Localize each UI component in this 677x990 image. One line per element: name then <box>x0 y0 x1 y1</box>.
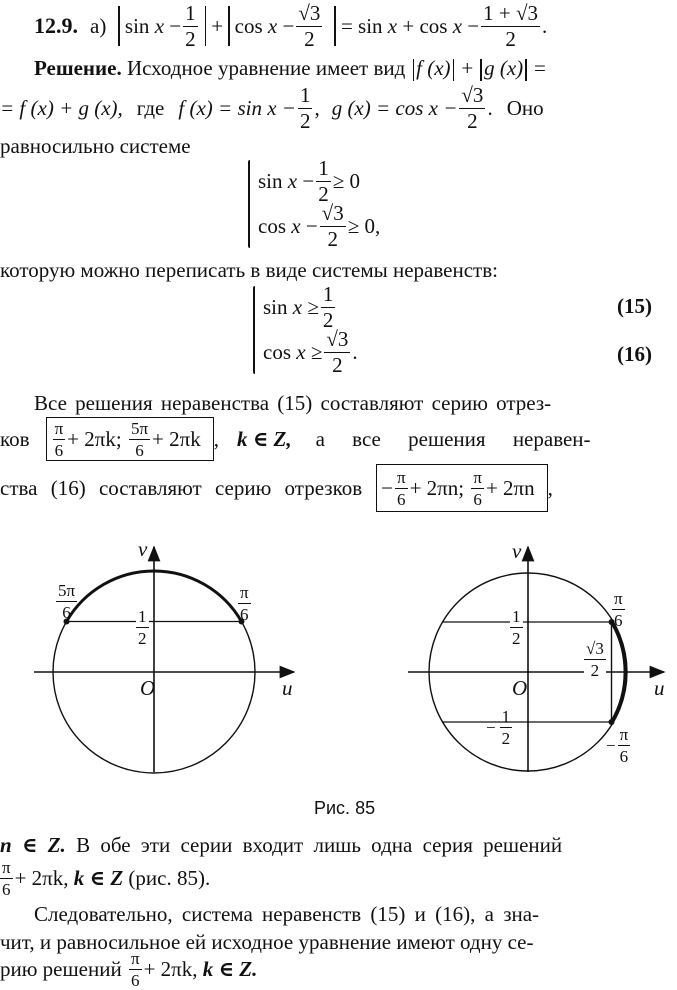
k-in-z: k ∈ Z <box>73 866 124 890</box>
comma: , <box>314 95 320 120</box>
problem-statement <box>34 0 548 51</box>
n-in-z: n ∈ Z. <box>0 833 66 857</box>
comma: , <box>547 475 553 500</box>
period: . <box>352 339 358 364</box>
var-x: x <box>452 13 463 38</box>
axis-label-u: u <box>654 676 665 700</box>
origin-label: O <box>512 676 528 700</box>
op-geq: ≥ <box>310 339 323 364</box>
label-one-half: $\frac{1}{2}$ <box>138 607 147 648</box>
term-2pin: + 2πn; <box>409 475 465 500</box>
system2-row1 <box>263 281 337 332</box>
op-eq: = <box>533 56 546 80</box>
sin-fn: sin <box>358 13 383 38</box>
problem-number: 12.9. <box>34 13 78 38</box>
system-brace <box>253 286 255 374</box>
interval-close-bracket <box>539 464 548 512</box>
para4-line1: Следовательно, система неравенств (15) и (16), а зна- <box>34 902 540 926</box>
g-definition: g (x) = cos x − <box>331 95 458 120</box>
abs-bar <box>205 6 207 46</box>
var-x: x <box>267 13 278 38</box>
solution-text: Исходное уравнение имеет вид <box>126 56 406 80</box>
sin-fn: sin <box>263 294 288 319</box>
cos-fn: cos <box>258 213 286 238</box>
system2-row2 <box>263 326 358 377</box>
fraction-one-half: $\frac{1}{2}$ <box>185 0 196 51</box>
var-x: x <box>292 294 303 319</box>
word-where: где <box>136 95 165 120</box>
para3-line1 <box>0 832 562 858</box>
op-geq: ≥ <box>307 294 319 319</box>
term-2pik: + 2πk <box>152 426 201 451</box>
interval-open-bracket <box>46 417 205 461</box>
op-minus: − <box>302 168 315 193</box>
figure-reference: (рис. 85). <box>128 865 211 890</box>
term-2pin: + 2πn <box>485 475 535 500</box>
abs-bar <box>525 59 527 81</box>
label-pi-6: $\frac{\pi}{6}$ <box>240 583 249 624</box>
sin-fn: sin <box>258 168 283 193</box>
axis-label-v: v <box>512 539 522 563</box>
op-plus: + <box>211 13 224 38</box>
para2-line3-text: ства (16) составляют серию отрезков <box>0 475 363 500</box>
cos-fn: cos <box>419 13 448 38</box>
term-2pik: + 2πk, <box>14 865 69 890</box>
fraction-one-half: $\frac{1}{2}$ <box>299 82 311 133</box>
var-x: x <box>296 339 306 364</box>
solution-heading: Решение. <box>34 56 122 80</box>
label-minus-one-half <box>486 708 514 747</box>
var-x: x <box>387 13 398 38</box>
fraction-sqrt3-half: $\frac{√3}{2}$ <box>461 82 484 133</box>
fraction-one-plus-sqrt3-half: $\frac{1 + √3}{2}$ <box>483 0 539 51</box>
fraction-pi-6: $\frac{\pi}{6}$ <box>54 418 64 460</box>
solution-line-4: которую можно переписать в виде системы неравенств: <box>0 258 498 282</box>
fraction-pi-6: $\frac{\pi}{6}$ <box>396 467 406 509</box>
term-2pik: + 2πk; <box>67 426 122 451</box>
solution-line-2 <box>0 82 544 133</box>
fraction-5pi-6: $\frac{5\pi}{6}$ <box>130 418 149 460</box>
f-definition: f (x) = sin x − <box>178 95 296 120</box>
abs-bar <box>334 6 336 46</box>
k-in-z: k ∈ Z. <box>202 957 258 981</box>
op-minus: − <box>282 13 295 38</box>
comma: , <box>213 426 219 451</box>
para2-line2-end: а все решения неравен- <box>315 426 591 451</box>
para3-line2 <box>0 856 210 900</box>
period: . <box>487 95 493 120</box>
fraction-sqrt3-half: $\frac{√3}{2}$ <box>298 0 321 51</box>
f-of-x: f (x) <box>416 56 451 80</box>
term-2pik: + 2πk, <box>143 956 198 981</box>
fg-sum: = f (x) + g (x), <box>0 95 123 120</box>
op-minus: − <box>467 13 480 38</box>
solution-line-3: равносильно системе <box>0 134 191 158</box>
fraction-pi-6: $\frac{\pi}{6}$ <box>130 948 140 990</box>
axis-label-v: v <box>138 537 148 561</box>
para2-line3 <box>0 462 553 514</box>
fraction-one-half: $\frac{1}{2}$ <box>318 155 329 206</box>
var-x: x <box>154 13 165 38</box>
op-plus: + <box>402 13 415 38</box>
label-minus-pi-6 <box>606 726 632 765</box>
var-x: x <box>287 168 298 193</box>
label-5pi-6: $\frac{5\pi}{6}$ <box>58 581 76 622</box>
cos-fn: cos <box>234 13 263 38</box>
fraction-pi-6: $\frac{\pi}{6}$ <box>619 725 629 766</box>
op-minus: − <box>305 213 318 238</box>
var-x: x <box>291 213 301 238</box>
system1-row2 <box>258 200 381 251</box>
label-sqrt3-half: $\frac{√3}{2}$ <box>586 639 604 680</box>
word-ono: Оно <box>506 95 544 120</box>
para2-line1: Все решения неравенства (15) составляют серию отрез- <box>34 391 552 415</box>
solution-line-1 <box>34 56 546 81</box>
para4-line3-text: рию решений <box>0 956 122 981</box>
word-kov: ков <box>0 426 30 451</box>
op-plus: + <box>461 56 474 80</box>
origin-label: O <box>140 676 156 700</box>
fraction-sqrt3-half: $\frac{√3}{2}$ <box>321 200 344 251</box>
system-brace <box>248 160 250 248</box>
op-minus: − <box>169 13 182 38</box>
label-pi-6: $\frac{\pi}{6}$ <box>614 589 623 630</box>
para2-line2 <box>0 416 591 462</box>
system1-row1 <box>258 155 360 206</box>
abs-bar <box>453 59 455 81</box>
op-eq: = <box>340 13 353 38</box>
k-in-z: k ∈ Z, <box>236 427 292 451</box>
fraction-one-half: $\frac{1}{2}$ <box>501 707 511 748</box>
sin-fn: sin <box>124 13 150 38</box>
geq-zero: ≥ 0, <box>347 213 381 238</box>
problem-part: а) <box>90 13 107 38</box>
cos-fn: cos <box>263 339 291 364</box>
op-minus: − <box>381 475 393 500</box>
abs-bar <box>228 6 230 46</box>
equation-label-16: (16) <box>617 342 652 366</box>
para3-line1-text: В обе эти серии входит лишь одна серия решений <box>76 833 563 857</box>
label-one-half-top: $\frac{1}{2}$ <box>512 607 521 648</box>
fraction-one-half: $\frac{1}{2}$ <box>322 281 334 332</box>
abs-bar <box>118 6 120 46</box>
para4-line3 <box>0 948 257 990</box>
fraction-pi-6: $\frac{\pi}{6}$ <box>473 467 482 509</box>
para4-line2: чит, и равносильное ей исходное уравнение имеют одну се- <box>0 930 534 954</box>
axis-label-u: u <box>282 676 293 700</box>
g-of-x: g (x) <box>484 56 524 80</box>
op-minus: − <box>606 735 616 755</box>
interval-open-bracket <box>376 464 539 512</box>
abs-bar <box>480 59 482 81</box>
geq-zero: ≥ 0 <box>332 168 360 193</box>
fraction-pi-6: $\frac{\pi}{6}$ <box>2 857 11 899</box>
op-minus: − <box>486 717 496 737</box>
abs-bar <box>413 59 415 81</box>
figure-caption: Рис. 85 <box>314 798 376 818</box>
fraction-sqrt3-half: $\frac{√3}{2}$ <box>326 326 349 377</box>
unit-circle-left <box>0 530 340 780</box>
equation-label-15: (15) <box>617 294 652 318</box>
period: . <box>542 13 548 38</box>
interval-close-bracket <box>205 417 214 461</box>
